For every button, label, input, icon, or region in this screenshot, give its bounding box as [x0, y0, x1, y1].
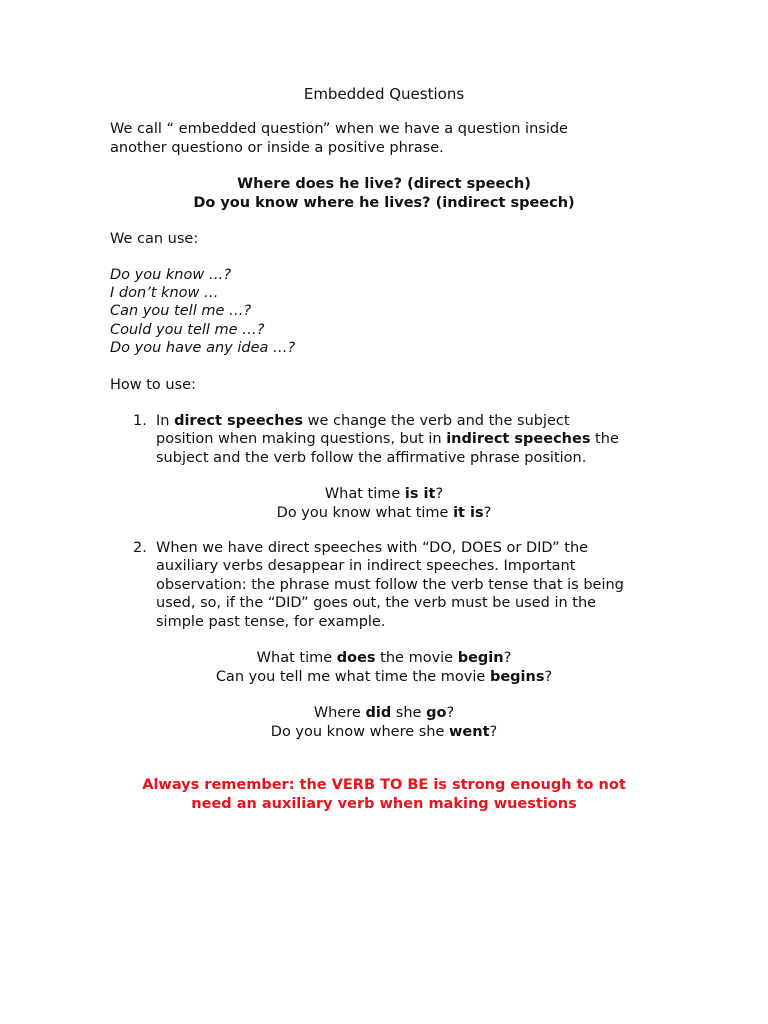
rule-2	[133, 539, 673, 631]
text-fragment: Do you know what time	[276, 504, 454, 521]
text-fragment: the movie	[375, 650, 458, 666]
list-item: Do you know …?	[110, 267, 232, 283]
list-item: Do you have any idea …?	[110, 339, 296, 356]
text-fragment: What time	[256, 650, 337, 666]
text-fragment: ?	[489, 723, 498, 740]
text-fragment: Where	[313, 705, 366, 721]
text-fragment: Do you know where she	[270, 723, 450, 740]
rule-2-line-5: simple past tense, for example.	[156, 613, 386, 630]
text-fragment: ?	[435, 486, 444, 502]
intro-paragraph	[110, 120, 670, 158]
list-item: Could you tell me …?	[110, 321, 265, 338]
emphasis-indirect-speeches: indirect speeches	[446, 431, 591, 448]
example-question	[0, 485, 768, 504]
phrase-list	[110, 266, 295, 357]
text-fragment: ?	[446, 705, 455, 721]
intro-line-2: another questiono or inside a positive phrase.	[110, 140, 444, 156]
text-fragment: ?	[503, 650, 512, 666]
emphasis: it is	[453, 504, 484, 521]
list-item: Can you tell me …?	[110, 303, 252, 320]
text-fragment: ?	[483, 504, 492, 521]
how-to-use-label: How to use:	[110, 377, 196, 393]
example-embedded	[0, 504, 768, 523]
text-fragment: Can you tell me what time the movie	[215, 668, 490, 685]
indirect-speech-example: Do you know where he lives? (indirect speech)	[193, 195, 575, 211]
rule-2-line-2: auxiliary verbs desappear in indirect speeches. Important	[156, 558, 576, 575]
rule-2-line-4: used, so, if the “DID” goes out, the verb must be used in the	[156, 595, 597, 612]
text-fragment: position when making questions, but in	[156, 431, 447, 448]
rule-number: 2.	[133, 540, 147, 556]
emphasis: did	[365, 705, 392, 721]
text-fragment: In	[156, 413, 175, 429]
document-title: Embedded Questions	[303, 85, 465, 103]
emphasis: does	[336, 650, 376, 666]
text-fragment: we change the verb and the subject	[303, 413, 570, 429]
rule-2-line-1: When we have direct speeches with “DO, DOES or DID” the	[156, 540, 589, 556]
text-fragment: the	[590, 431, 619, 448]
example-embedded	[0, 668, 768, 687]
emphasis: begin	[457, 650, 504, 666]
example-pair-2	[0, 649, 768, 686]
rule-2-line-3: observation: the phrase must follow the verb tense that is being	[156, 576, 624, 593]
example-pair-1	[0, 485, 768, 522]
can-use-label: We can use:	[110, 231, 199, 247]
rule-1-line-3: subject and the verb follow the affirmative phrase position.	[156, 449, 587, 466]
text-fragment: ?	[544, 668, 553, 685]
example-sentences	[0, 175, 768, 213]
emphasis: go	[426, 705, 447, 721]
remember-line-2: need an auxiliary verb when making wuestions	[191, 796, 577, 812]
example-question	[0, 704, 768, 723]
rule-2-text	[156, 539, 673, 631]
remember-line-1: Always remember: the VERB TO BE is strong enough to not	[142, 777, 626, 793]
rule-1-line-2	[156, 430, 673, 448]
text-fragment: What time	[324, 486, 405, 502]
list-item: I don’t know …	[110, 285, 219, 302]
emphasis: begins	[489, 668, 545, 685]
emphasis: is it	[404, 486, 436, 502]
emphasis: went	[449, 723, 490, 740]
example-pair-3	[0, 704, 768, 741]
emphasis-direct-speeches: direct speeches	[174, 413, 304, 429]
rule-1	[133, 412, 673, 467]
text-fragment: she	[391, 705, 427, 721]
always-remember-note	[0, 776, 768, 814]
rule-1-text	[156, 412, 673, 467]
direct-speech-example: Where does he live? (direct speech)	[237, 176, 531, 192]
example-question	[0, 649, 768, 668]
rule-1-line-1	[156, 412, 673, 430]
intro-line-1: We call “ embedded question” when we have a question inside	[110, 121, 568, 137]
rule-number: 1.	[133, 413, 147, 429]
example-embedded	[0, 723, 768, 742]
